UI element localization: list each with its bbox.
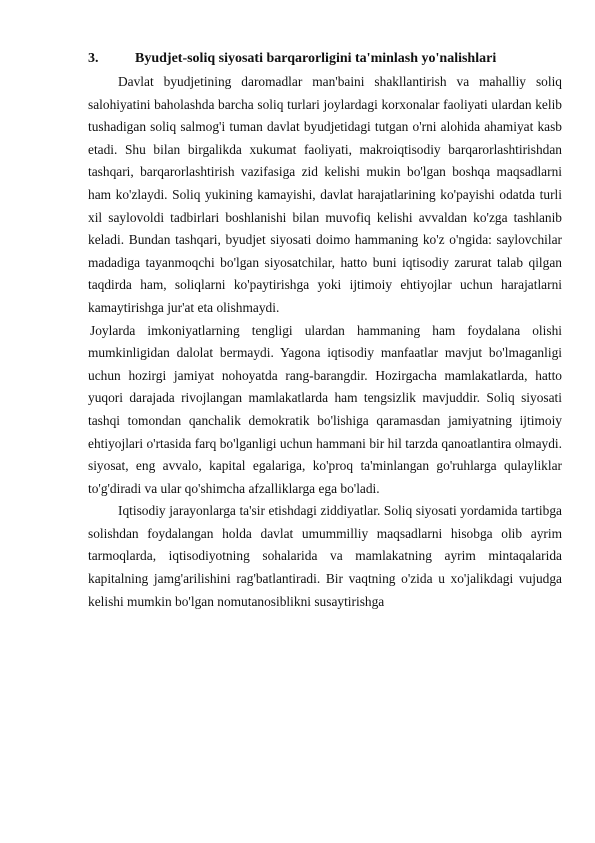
section-number: 3.	[88, 51, 99, 66]
paragraph-1: Davlat byudjetining daromadlar man'baini shakllantirish va mahalliy soliq salohiyatini baholashda barcha soliq turlari joylardagi korxonalar faoliyati ulardan kelib tushadigan soliq salmog'i tuman davlat byudjetidagi tutgan o'rni alohida ahamiyat kasb etadi. Shu bilan birgalikda xukumat faoliyati, makroiqtisodiy barqarorlashtirishdan tashqari, barqarorlashtirish vazifasiga zid kelishi mukin bo'lgan boshqa maqsadlarni ham ko'zlaydi. Soliq yukining kamayishi, davlat harajatlarining ko'payishi odatda turli xil saylovoldi tadbirlari boshlanishi bilan muvofiq kelishi avvaldan ko'zga tashlanib keladi. Bundan tashqari, byudjet siyosati doimo hammaning ko'z o'ngida: saylovchilar madadiga tayanmoqchi bo'lgan siyosatchilar, hatto buni iqtisodiy zarurat talab qilgan taqdirda ham, soliqlarni ko'paytirishga yoki ijtimoiy ehtiyojlar uchun harajatlarni kamaytirishga jur'at eta olishmaydi.	[88, 74, 562, 315]
section-title: Byudjet-soliq siyosati barqarorligini ta'minlash yo'nalishlari	[135, 51, 497, 66]
document-page	[88, 48, 562, 613]
section-heading	[88, 48, 562, 70]
paragraph-3: Iqtisodiy jarayonlarga ta'sir etishdagi ziddiyatlar. Soliq siyosati yordamida tartibga solishdan foydalangan holda davlat umummilliy maqsadlarni hisobga olib ayrim tarmoqlarda, iqtisodiyotning sohalarida va mamlakatning ayrim mintaqalarida kapitalning jamg'arilishini rag'batlantiradi. Bir vaqtning o'zida u xo'jalikdagi vujudga kelishi mumkin bo'lgan nomutanosiblikni susaytirishga	[88, 503, 562, 609]
paragraph-2: Joylarda imkoniyatlarning tengligi ulardan hammaning ham foydalana olishi mumkinligidan dalolat bermaydi. Yagona iqtisodiy manfaatlar mavjut bo'lmaganligi uchun hozirgi jamiyat nohoyatda rang-barangdir. Hozirgacha mamlakatlarda, hatto yuqori darajada rivojlangan mamlakatlarda ham tengsizlik mavjuddir. Soliq siyosati tashqi tomondan qanchalik demokratik bo'lishiga qaramasdan jamiyatning ijtimoiy ehtiyojlari o'rtasida farq bo'lganligi uchun hammani bir hil tarzda qanoatlantira olmaydi. siyosat, eng avvalo, kapital egalariga, ko'proq ta'minlangan go'ruhlarga qulayliklar to'g'diradi va ular qo'shimcha afzalliklarga ega bo'ladi.	[88, 322, 562, 496]
